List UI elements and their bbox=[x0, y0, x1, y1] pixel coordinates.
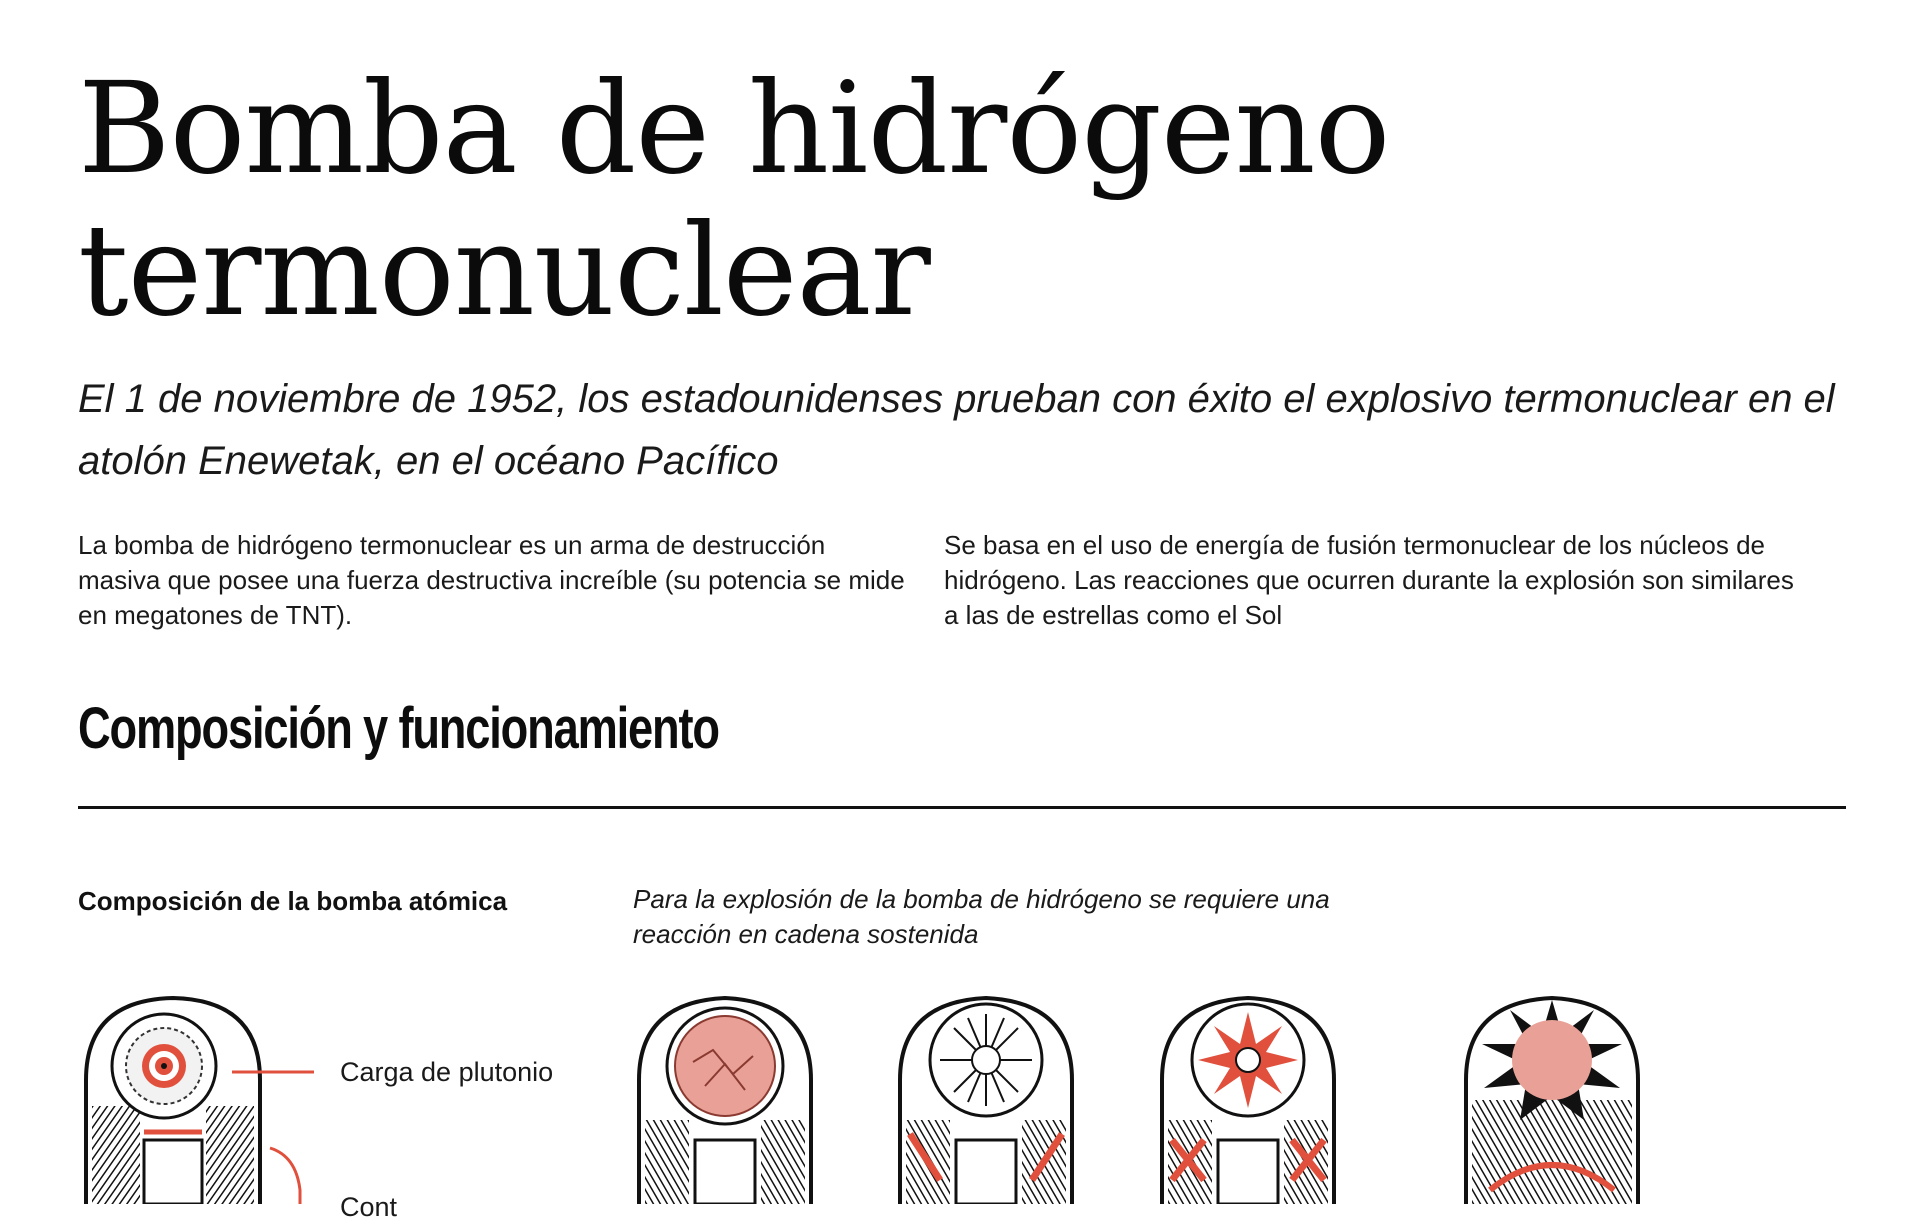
label-container: Cont bbox=[340, 1192, 398, 1222]
stage-4-illustration bbox=[1460, 990, 1644, 1204]
subtitle: El 1 de noviembre de 1952, los estadounidenses prueban con éxito el explosivo termonuclear en el atolón Enewetak, en el océano Pacífico bbox=[78, 377, 1835, 483]
composition-heading: Composición de la bomba atómica bbox=[78, 886, 508, 916]
composition-leader-lines bbox=[230, 1056, 320, 1204]
section-divider bbox=[78, 806, 1846, 809]
label-plutonium-charge: Carga de plutonio bbox=[340, 1057, 554, 1087]
title-line-2: termonuclear bbox=[78, 197, 930, 344]
explosion-caption: Para la explosión de la bomba de hidrógeno se requiere una reacción en cadena sostenida bbox=[633, 884, 1330, 949]
title-line-1: Bomba de hidrógeno bbox=[78, 55, 1390, 202]
stage-1-illustration bbox=[633, 990, 817, 1204]
stage-2-illustration bbox=[894, 990, 1078, 1204]
section-title: Composición y funcionamiento bbox=[78, 696, 719, 761]
intro-right-paragraph: Se basa en el uso de energía de fusión termonuclear de los núcleos de hidrógeno. Las reacciones que ocurren durante la explosión son similares a las de estrellas como el Sol bbox=[944, 530, 1794, 630]
page-title bbox=[78, 55, 1778, 344]
intro-left-paragraph: La bomba de hidrógeno termonuclear es un arma de destrucción masiva que posee una fuerza destructiva increíble (su potencia se mide en megatones de TNT). bbox=[78, 530, 905, 630]
stage-3-illustration bbox=[1156, 990, 1340, 1204]
